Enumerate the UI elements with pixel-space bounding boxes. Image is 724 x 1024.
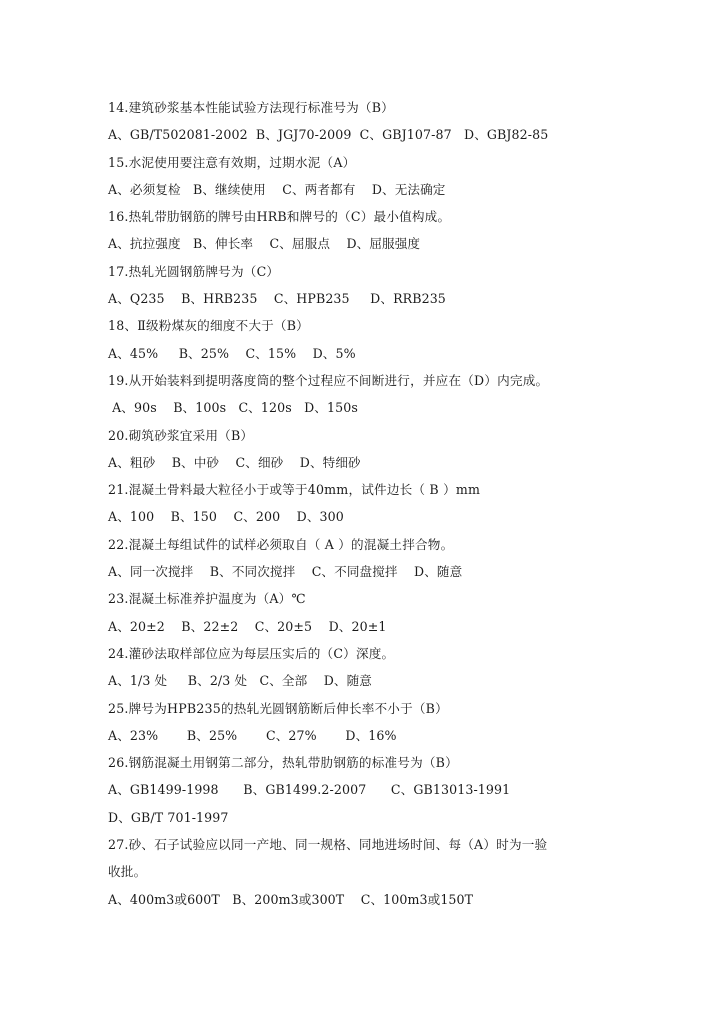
options-21: A、100 B、150 C、200 D、300 xyxy=(108,509,344,525)
options-23: A、20±2 B、22±2 C、20±5 D、20±1 xyxy=(108,618,387,634)
options-18: A、45% B、25% C、15% D、5% xyxy=(108,345,356,361)
question-23: 23.混凝土标准养护温度为（A）℃ xyxy=(108,591,306,607)
question-14: 14.建筑砂浆基本性能试验方法现行标准号为（B） xyxy=(108,100,394,115)
options-16: A、抗拉强度 B、伸长率 C、屈服点 D、屈服强度 xyxy=(108,236,421,252)
question-27-continued: 收批。 xyxy=(108,864,147,880)
question-22: 22.混凝土每组试件的试样必须取自（ A ）的混凝土拌合物。 xyxy=(108,536,454,552)
question-16: 16.热轧带肋钢筋的牌号由HRB和牌号的（C）最小值构成。 xyxy=(108,209,451,225)
question-25: 25.牌号为HPB235的热轧光圆钢筋断后伸长率不小于（B） xyxy=(108,700,448,716)
options-26-abc: A、GB1499-1998 B、GB1499.2-2007 C、GB13013-1991 xyxy=(108,782,511,798)
question-17: 17.热轧光圆钢筋牌号为（C） xyxy=(108,263,280,279)
question-20: 20.砌筑砂浆宜采用（B） xyxy=(108,427,254,443)
options-19: A、90s B、100s C、120s D、150s xyxy=(108,400,358,416)
options-17: A、Q235 B、HRB235 C、HPB235 D、RRB235 xyxy=(108,291,446,307)
question-26: 26.钢筋混凝土用钢第二部分，热轧带肋钢筋的标准号为（B） xyxy=(108,755,458,771)
question-24: 24.灌砂法取样部位应为每层压实后的（C）深度。 xyxy=(108,645,395,661)
question-27: 27.砂、石子试验应以同一产地、同一规格、同地进场时间、每（A）时为一验 xyxy=(108,837,548,853)
document-body xyxy=(108,94,628,913)
options-25: A、23% B、25% C、27% D、16% xyxy=(108,727,397,743)
options-20: A、粗砂 B、中砂 C、细砂 D、特细砂 xyxy=(108,454,361,470)
options-27: A、400m3或600T B、200m3或300T C、100m3或150T xyxy=(108,891,474,907)
options-15: A、必须复检 B、继续使用 C、两者都有 D、无法确定 xyxy=(108,181,446,197)
options-14: A、GB/T502081-2002 B、JGJ70-2009 C、GBJ107-87 D、GBJ82-85 xyxy=(108,127,549,143)
options-22: A、同一次搅拌 B、不同次搅拌 C、不同盘搅拌 D、随意 xyxy=(108,564,463,580)
question-21: 21.混凝土骨料最大粒径小于或等于40mm，试件边长（ B ）mm xyxy=(108,482,481,498)
options-26-d: D、GB/T 701-1997 xyxy=(108,809,229,825)
question-19: 19.从开始装料到提明落度筒的整个过程应不间断进行，并应在（D）内完成。 xyxy=(108,372,549,388)
question-15: 15.水泥使用要注意有效期，过期水泥（A） xyxy=(108,154,356,170)
options-24: A、1/3 处 B、2/3 处 C、全部 D、随意 xyxy=(108,673,373,689)
question-18: 18、Ⅱ级粉煤灰的细度不大于（B） xyxy=(108,318,309,334)
